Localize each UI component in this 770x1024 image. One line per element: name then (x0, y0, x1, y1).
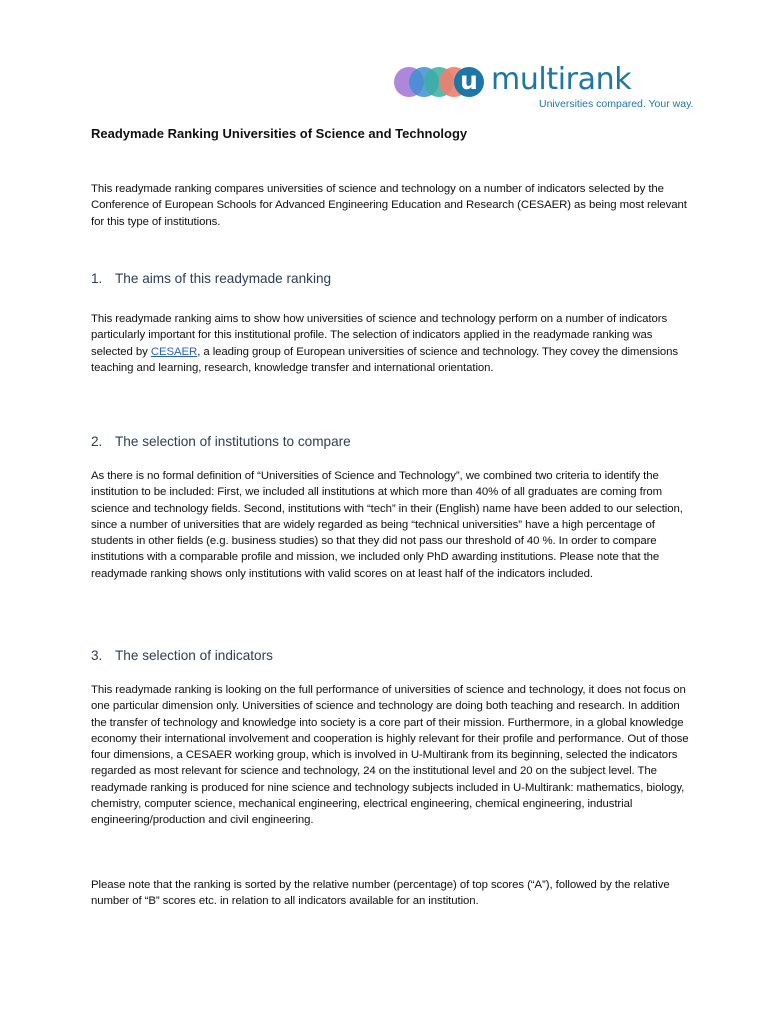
logo-u-mark: u (454, 67, 484, 97)
cesaer-link[interactable]: CESAER (150, 345, 198, 358)
u-multirank-logo (390, 62, 694, 114)
section-3-note: Please note that the ranking is sorted by the relative number (percentage) of top scores (“A”), followed by the relative number of “B” scores etc. in relation to all indicators available for an institution. (91, 879, 670, 908)
section-3-number: 3. (91, 648, 103, 663)
section-1-heading (91, 271, 331, 286)
section-1-number: 1. (91, 271, 103, 286)
section-3-heading (91, 648, 273, 663)
section-1-text-before-link: This readymade ranking aims to show how universities of science and technology perform on a number of indicators particularly important for this institutional profile. The selection of indicators applied in the readymade ranking was selected by (91, 313, 668, 358)
section-1-paragraph (91, 311, 691, 376)
section-2-title: The selection of institutions to compare (115, 434, 351, 449)
section-3-title: The selection of indicators (115, 648, 273, 663)
intro-paragraph: This readymade ranking compares universities of science and technology on a number of indicators selected by the Conference of European Schools for Advanced Engineering Education and Research (CESAER) as being most relevant for this type of institutions. (91, 183, 687, 228)
section-1-title: The aims of this readymade ranking (115, 271, 332, 286)
section-2-number: 2. (91, 434, 103, 449)
section-2-heading (91, 434, 351, 449)
section-2-paragraph: As there is no formal definition of “Universities of Science and Technology”, we combined two criteria to identify the institution to be included: First, we included all institutions at which more than 40% of all graduates are coming from science and technology fields. Second, institutions with “tech” in their (English) name have been added to our selection, since a number of universities that are widely regarded as being “technical universities” have a high percentage of students in other fields (e.g. business studies) so that they did not pass our threshold of 40 %. In order to compare institutions with a comparable profile and mission, we included only PhD awarding institutions. Please note that the readymade ranking shows only institutions with valid scores on at least half of the indicators included. (91, 470, 683, 580)
logo-tagline: Universities compared. Your way. (539, 98, 694, 110)
section-1-text-after-link: , a leading group of European universities of science and technology. They covey the dimensions teaching and learning, research, knowledge transfer and international orientation. (91, 345, 679, 374)
section-3-paragraph: This readymade ranking is looking on the full performance of universities of science and technology, it does not focus on one particular dimension only. Universities of science and technology are doing both teaching and research. In addition the transfer of technology and knowledge into society is a core part of their mission. Furthermore, in a global knowledge economy their international involvement and cooperation is highly relevant for their profile and performance. Out of those four dimensions, a CESAER working group, which is involved in U-Multirank from its beginning, selected the indicators regarded as most relevant for science and technology, 24 on the institutional level and 20 on the subject level. The readymade ranking is produced for nine science and technology subjects included in U-Multirank: mathematics, biology, chemistry, computer science, mechanical engineering, electrical engineering, chemical engineering, industrial engineering/production and civil engineering. (91, 684, 689, 827)
logo-brand-name: multirank (491, 62, 632, 97)
document-title: Readymade Ranking Universities of Science and Technology (91, 126, 468, 141)
